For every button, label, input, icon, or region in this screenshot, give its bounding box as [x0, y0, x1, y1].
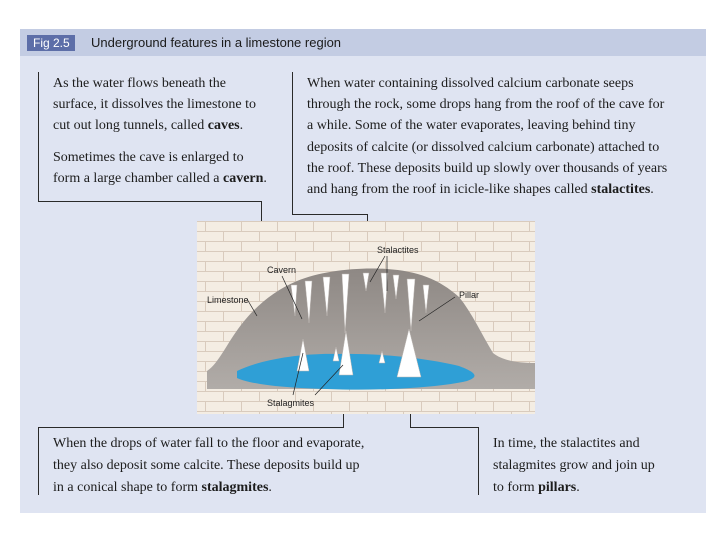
stalactites-line-5: the roof. These deposits build up slowly over thousands of years	[307, 161, 668, 176]
stalactites-term: stalactites	[591, 182, 651, 197]
stalagmites-up-line	[343, 412, 344, 428]
pillars-term: pillars	[538, 480, 577, 495]
stalactites-bottom-line	[292, 214, 368, 215]
caves-term: caves	[207, 118, 240, 133]
label-pillar: Pillar	[459, 290, 480, 300]
pillars-line-3: to form pillars.	[493, 480, 580, 495]
pillars-connect-line	[410, 427, 479, 428]
stalagmites-connect-line	[38, 427, 344, 428]
caves-bottom-line	[38, 201, 262, 202]
stalagmites-line-2: they also deposit some calcite. These deposits build up	[53, 458, 360, 473]
pillars-line-2: stalagmites grow and join up	[493, 458, 655, 473]
figure-number: Fig 2.5	[27, 35, 75, 51]
figure-title: Underground features in a limestone region	[91, 35, 342, 50]
caves-left-bar	[38, 72, 39, 202]
pillars-line-1: In time, the stalactites and	[493, 436, 640, 451]
cave-diagram	[197, 221, 535, 414]
caves-down-line	[261, 201, 262, 223]
label-stalactites: Stalactites	[377, 245, 419, 255]
stalactites-left-bar	[292, 72, 293, 215]
cavern-line-1: Sometimes the cave is enlarged to	[53, 150, 244, 165]
stalagmites-left-bar	[38, 427, 39, 495]
pillars-left-bar	[478, 427, 479, 495]
stalagmites-line-3: in a conical shape to form stalagmites.	[53, 480, 272, 495]
stalactites-line-2: through the rock, some drops hang from the roof of the cave for	[307, 97, 665, 112]
cavern-line-2: form a large chamber called a cavern.	[53, 171, 267, 186]
caves-line-2: surface, it dissolves the limestone to	[53, 97, 256, 112]
stalactites-line-6: and hang from the roof in icicle-like shapes called stalactites.	[307, 182, 654, 197]
stalactites-line-1: When water containing dissolved calcium carbonate seeps	[307, 76, 634, 91]
label-stalagmites: Stalagmites	[267, 398, 315, 408]
stalagmites-term: stalagmites	[201, 480, 269, 495]
stalagmites-line-1: When the drops of water fall to the floor and evaporate,	[53, 436, 365, 451]
label-cavern: Cavern	[267, 265, 297, 275]
pillars-up-line	[410, 412, 411, 428]
label-limestone: Limestone	[207, 295, 249, 305]
caves-line-3: cut out long tunnels, called caves.	[53, 118, 244, 133]
stalactites-line-4: deposits of calcite (or dissolved calcium carbonate) attached to	[307, 140, 660, 155]
caves-line-1: As the water flows beneath the	[53, 76, 226, 91]
stalactites-line-3: a while. Some of the water evaporates, leaving behind tiny	[307, 118, 636, 133]
cavern-term: cavern	[222, 171, 264, 186]
